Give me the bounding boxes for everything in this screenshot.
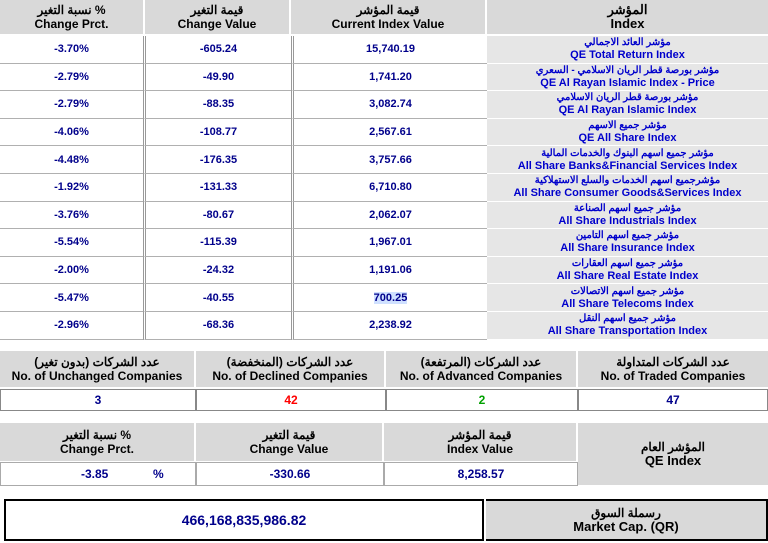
row-index-name[interactable] bbox=[487, 202, 768, 230]
unchanged-header-ar: عدد الشركات (بدون تغير) bbox=[34, 355, 160, 369]
row-index-name-en: All Share Insurance Index bbox=[560, 242, 695, 255]
row-current-value bbox=[291, 229, 487, 257]
qe-index-value-en: Index Value bbox=[446, 442, 514, 456]
table-row bbox=[0, 91, 768, 119]
row-change-pct: -2.96% bbox=[0, 312, 143, 340]
table-row bbox=[0, 312, 768, 340]
row-index-name-ar: مؤشر جميع اسهم التامين bbox=[575, 230, 680, 242]
row-current-value bbox=[291, 36, 487, 64]
advanced-header bbox=[386, 351, 576, 387]
row-index-name[interactable] bbox=[487, 257, 768, 285]
row-change-pct: -4.06% bbox=[0, 119, 143, 147]
row-change-value: -88.35 bbox=[143, 91, 291, 119]
declined-count: 42 bbox=[196, 389, 386, 411]
row-index-name-en: All Share Industrials Index bbox=[558, 214, 697, 227]
table-row bbox=[0, 174, 768, 202]
row-change-value: -40.55 bbox=[143, 284, 291, 312]
row-index-name-en: All Share Telecoms Index bbox=[561, 297, 694, 310]
header-change-pct-ar: نسبة التغير % bbox=[37, 3, 106, 17]
market-cap-value-box bbox=[4, 499, 484, 541]
table-row bbox=[0, 257, 768, 285]
row-current-value-text: 2,062.07 bbox=[369, 208, 412, 221]
row-index-name-en: All Share Consumer Goods&Services Index bbox=[513, 187, 742, 200]
row-change-value: -80.67 bbox=[143, 202, 291, 230]
row-change-pct: -2.79% bbox=[0, 64, 143, 92]
advanced-header-ar: عدد الشركات (المرتفعة) bbox=[420, 355, 542, 369]
row-index-name-ar: مؤشرجميع اسهم الخدمات والسلع الاستهلاكية bbox=[534, 175, 721, 187]
row-index-name[interactable] bbox=[487, 36, 768, 64]
market-cap-label-ar: رسملة السوق bbox=[591, 506, 661, 520]
qe-change-pct-cell bbox=[0, 462, 196, 486]
market-cap-label-en: Market Cap. (QR) bbox=[573, 519, 679, 534]
qe-change-pct-value: -3.85 bbox=[81, 467, 109, 481]
qe-change-pct-ar: نسبة التغير % bbox=[62, 428, 132, 442]
row-current-value bbox=[291, 146, 487, 174]
header-change-value-ar: قيمة التغير bbox=[190, 3, 244, 17]
row-index-name[interactable] bbox=[487, 91, 768, 119]
row-change-value: -24.32 bbox=[143, 257, 291, 285]
header-current-value bbox=[291, 0, 485, 34]
table-row bbox=[0, 202, 768, 230]
row-change-pct: -3.70% bbox=[0, 36, 143, 64]
row-current-value-text: 3,757.66 bbox=[369, 153, 412, 166]
row-current-value bbox=[291, 284, 487, 312]
header-current-value-en: Current Index Value bbox=[331, 17, 445, 31]
header-change-value-en: Change Value bbox=[177, 17, 257, 31]
row-index-name[interactable] bbox=[487, 312, 768, 340]
traded-count: 47 bbox=[578, 389, 768, 411]
declined-header-ar: عدد الشركات (المنخفضة) bbox=[226, 355, 354, 369]
row-index-name-ar: مؤشر جميع الاسهم bbox=[588, 120, 667, 132]
row-current-value bbox=[291, 119, 487, 147]
header-current-value-ar: قيمة المؤشر bbox=[356, 3, 420, 17]
row-current-value-text: 1,191.06 bbox=[369, 264, 412, 277]
header-index-ar: المؤشر bbox=[607, 2, 648, 17]
table-row bbox=[0, 229, 768, 257]
qe-change-pct-header bbox=[0, 423, 194, 461]
qe-change-value-header bbox=[196, 423, 382, 461]
header-change-value bbox=[145, 0, 289, 34]
row-current-value bbox=[291, 174, 487, 202]
row-index-name[interactable] bbox=[487, 146, 768, 174]
header-change-pct bbox=[0, 0, 143, 34]
row-change-pct: -2.00% bbox=[0, 257, 143, 285]
row-change-value: -131.33 bbox=[143, 174, 291, 202]
qe-change-value-en: Change Value bbox=[249, 442, 329, 456]
row-index-name-ar: مؤشر جميع اسهم الاتصالات bbox=[570, 285, 685, 297]
row-index-name[interactable] bbox=[487, 64, 768, 92]
market-cap-value: 466,168,835,986.82 bbox=[181, 512, 307, 528]
row-current-value-text: 1,967.01 bbox=[369, 236, 412, 249]
row-change-value: -176.35 bbox=[143, 146, 291, 174]
row-change-value: -605.24 bbox=[143, 36, 291, 64]
row-current-value bbox=[291, 202, 487, 230]
qe-change-value: -330.66 bbox=[196, 462, 384, 486]
declined-header-en: No. of Declined Companies bbox=[212, 369, 368, 383]
row-index-name-ar: مؤشر جميع اسهم النقل bbox=[579, 313, 676, 325]
traded-header bbox=[578, 351, 768, 387]
row-index-name-en: QE Al Rayan Islamic Index bbox=[558, 104, 697, 117]
row-current-value-text: 700.25 bbox=[373, 291, 408, 304]
qe-change-value-ar: قيمة التغير bbox=[262, 428, 316, 442]
row-index-name-en: All Share Transportation Index bbox=[547, 325, 708, 338]
row-current-value bbox=[291, 91, 487, 119]
row-current-value-text: 15,740.19 bbox=[366, 43, 415, 56]
row-index-name-ar: مؤشر بورصة قطر الريان الاسلامي - السعري bbox=[535, 64, 720, 76]
declined-header bbox=[196, 351, 384, 387]
market-cap-label bbox=[486, 499, 768, 541]
table-row bbox=[0, 36, 768, 64]
row-current-value bbox=[291, 312, 487, 340]
row-current-value-text: 3,082.74 bbox=[369, 98, 412, 111]
header-change-pct-en: Change Prct. bbox=[34, 17, 109, 31]
row-index-name[interactable] bbox=[487, 119, 768, 147]
unchanged-header-en: No. of Unchanged Companies bbox=[11, 369, 183, 383]
qe-change-pct-en: Change Prct. bbox=[59, 442, 134, 456]
table-row bbox=[0, 284, 768, 312]
row-index-name-en: QE Al Rayan Islamic Index - Price bbox=[540, 76, 715, 89]
qe-general-ar: المؤشر العام bbox=[640, 440, 705, 454]
advanced-count: 2 bbox=[386, 389, 578, 411]
row-change-value: -108.77 bbox=[143, 119, 291, 147]
row-current-value-text: 2,238.92 bbox=[369, 319, 412, 332]
unchanged-count: 3 bbox=[0, 389, 196, 411]
row-change-pct: -2.79% bbox=[0, 91, 143, 119]
row-index-name-en: All Share Banks&Financial Services Index bbox=[517, 159, 738, 172]
row-change-value: -49.90 bbox=[143, 64, 291, 92]
row-current-value bbox=[291, 64, 487, 92]
row-index-name-en: All Share Real Estate Index bbox=[556, 270, 699, 283]
table-row bbox=[0, 64, 768, 92]
unchanged-header bbox=[0, 351, 194, 387]
qe-index-value-header bbox=[384, 423, 576, 461]
row-index-name-ar: مؤشر جميع اسهم البنوك والخدمات المالية bbox=[541, 147, 714, 159]
row-change-pct: -3.76% bbox=[0, 202, 143, 230]
qe-general-label bbox=[578, 423, 768, 485]
qe-index-value: 8,258.57 bbox=[384, 462, 578, 486]
row-index-name[interactable] bbox=[487, 229, 768, 257]
qe-general-en: QE Index bbox=[644, 453, 702, 468]
row-index-name-ar: مؤشر بورصة قطر الريان الاسلامي bbox=[556, 92, 699, 104]
header-index bbox=[487, 0, 768, 34]
row-change-pct: -5.47% bbox=[0, 284, 143, 312]
header-index-en: Index bbox=[610, 16, 645, 31]
row-index-name-ar: مؤشر جميع اسهم العقارات bbox=[571, 258, 684, 270]
row-change-pct: -1.92% bbox=[0, 174, 143, 202]
row-current-value-text: 1,741.20 bbox=[369, 70, 412, 83]
index-table bbox=[0, 36, 768, 340]
table-row bbox=[0, 146, 768, 174]
row-index-name-en: QE All Share Index bbox=[578, 132, 677, 145]
row-change-pct: -5.54% bbox=[0, 229, 143, 257]
row-index-name[interactable] bbox=[487, 174, 768, 202]
row-index-name-en: QE Total Return Index bbox=[570, 49, 685, 62]
row-index-name-ar: مؤشر جميع اسهم الصناعة bbox=[573, 202, 682, 214]
row-change-value: -115.39 bbox=[143, 229, 291, 257]
advanced-header-en: No. of Advanced Companies bbox=[399, 369, 563, 383]
row-change-value: -68.36 bbox=[143, 312, 291, 340]
row-current-value-text: 2,567.61 bbox=[369, 126, 412, 139]
table-row bbox=[0, 119, 768, 147]
traded-header-ar: عدد الشركات المتداولة bbox=[616, 355, 730, 369]
traded-header-en: No. of Traded Companies bbox=[600, 369, 746, 383]
row-current-value bbox=[291, 257, 487, 285]
row-index-name[interactable] bbox=[487, 284, 768, 312]
qe-change-pct-sign: % bbox=[153, 467, 164, 481]
row-change-pct: -4.48% bbox=[0, 146, 143, 174]
row-index-name-ar: مؤشر العائد الاجمالي bbox=[584, 37, 671, 49]
row-current-value-text: 6,710.80 bbox=[369, 181, 412, 194]
qe-index-value-ar: قيمة المؤشر bbox=[448, 428, 512, 442]
